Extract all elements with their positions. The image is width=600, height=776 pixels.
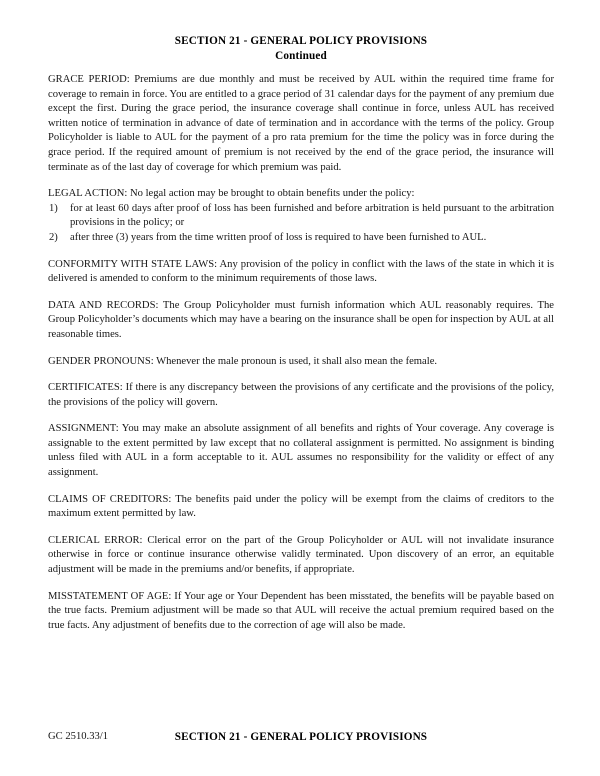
list-item-marker: 1) — [49, 202, 58, 214]
section-assignment: ASSIGNMENT: You may make an absolute assignment of all benefits and rights of Your coverage. Any coverage is assignable to the extent permitted by law except that no collateral assignment is permitted. No assignment is binding unless filed with AUL in a form acceptable to it. AUL assumes no responsibility for the validity or effect of any assignment. — [48, 423, 554, 479]
section-clerical-error: CLERICAL ERROR: Clerical error on the part of the Group Policyholder or AUL will not invalidate insurance otherwise in force or continue insurance otherwise validly terminated. Upon discovery of an error, an equitable adjustment will be made in the premiums and/or benefits, if appropriate. — [48, 534, 554, 576]
page-header — [48, 34, 554, 63]
section-data-and-records: DATA AND RECORDS: The Group Policyholder must furnish information which AUL reasonably requires. The Group Policyholder’s documents which may have a bearing on the insurance shall be open for inspection by AUL at all reasonable times. — [48, 299, 554, 340]
section-claims-of-creditors: CLAIMS OF CREDITORS: The benefits paid under the policy will be exempt from the claims of creditors to the maximum extent permitted by law. — [48, 493, 554, 520]
list-item-text: for at least 60 days after proof of loss has been furnished and before arbitration is held pursuant to the arbitration provisions in the policy; or — [70, 202, 554, 229]
section-grace-period: GRACE PERIOD: Premiums are due monthly and must be received by AUL within the required time frame for coverage to remain in force. You are entitled to a grace period of 31 calendar days for the payment of any premium due except the first. During the grace period, the insurance coverage shall continue in force, unless AUL has received written notice of termination in advance of date of termination and in accordance with the terms of the policy. Group Policyholder is liable to AUL for the payment of a pro rata premium for the time the policy was in force during the grace period. If the required amount of premium is not received by the end of the grace period, the insurance will terminate as of the last day of coverage for which premium was paid. — [48, 74, 554, 173]
section-certificates: CERTIFICATES: If there is any discrepancy between the provisions of any certificate and the provisions of the policy, the provisions of the policy will govern. — [48, 382, 554, 408]
list-item-marker: 2) — [49, 231, 58, 243]
footer-section-title: SECTION 21 - GENERAL POLICY PROVISIONS — [174, 731, 428, 743]
section-misstatement-of-age: MISSTATEMENT OF AGE: If Your age or Your Dependent has been misstated, the benefits will be payable based on the true facts. Premium adjustment will be made so that AUL will receive the actual premium required based on the true facts. Any adjustment of benefits due to the correction of age will also be made. — [48, 590, 554, 631]
list-item — [48, 202, 554, 231]
footer-form-code: GC 2510.33/1 — [48, 731, 109, 742]
section-gender-pronouns: GENDER PRONOUNS: Whenever the male pronoun is used, it shall also mean the female. — [48, 355, 438, 367]
page-subtitle: Continued — [275, 49, 327, 62]
section-conformity-with-state-laws: CONFORMITY WITH STATE LAWS: Any provision of the policy in conflict with the laws of the state in which it is delivered is amended to conform to the minimum requirements of those laws. — [48, 258, 554, 285]
list-item-text: after three (3) years from the time written proof of loss is required to have been furnished to AUL. — [70, 231, 487, 243]
page-title: SECTION 21 - GENERAL POLICY PROVISIONS — [174, 35, 428, 47]
list-item — [48, 231, 554, 246]
legal-action-list — [48, 202, 554, 246]
section-legal-action: LEGAL ACTION: No legal action may be brought to obtain benefits under the policy: — [48, 188, 415, 200]
document-body — [48, 73, 554, 633]
page-footer — [48, 730, 554, 748]
